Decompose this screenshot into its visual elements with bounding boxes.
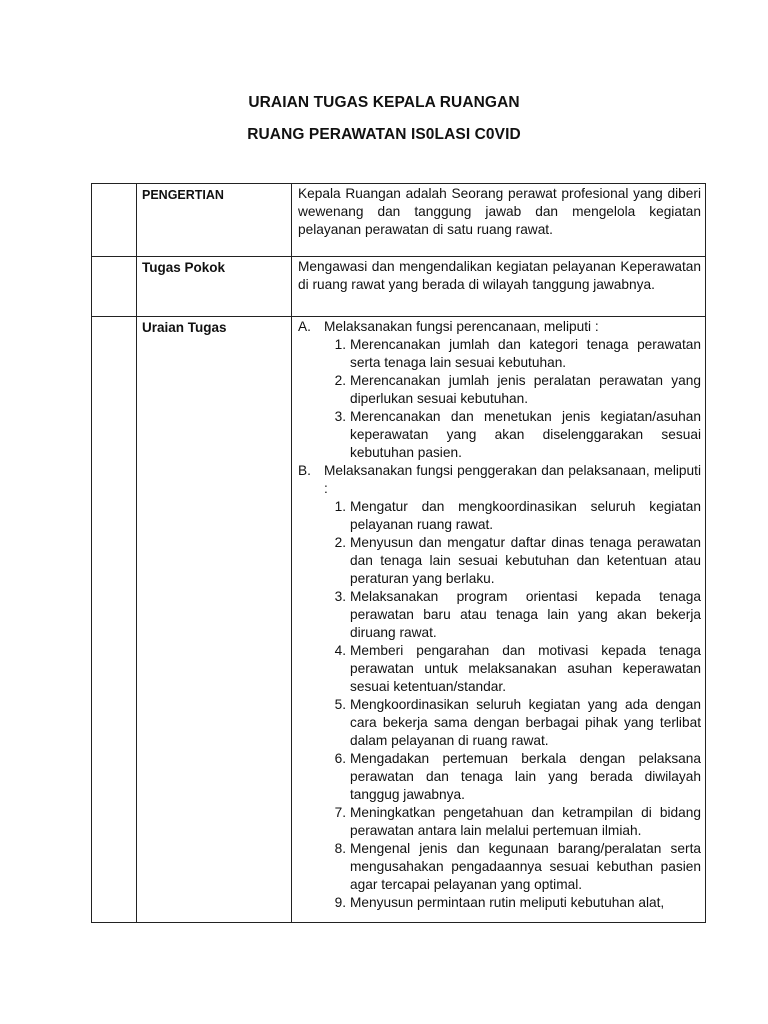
item-text: Merencanakan dan menetukan jenis kegiatan/asuhan keperawatan yang akan diselenggarakan sesuai kebutuhan pasien.: [350, 409, 701, 460]
list-item: [324, 534, 701, 588]
item-text: Merencanakan jumlah dan kategori tenaga perawatan serta tenaga lain sesuai kebutuhan.: [350, 337, 701, 370]
section-heading-text: Melaksanakan fungsi penggerakan dan pelaksanaan, meliputi :: [324, 463, 701, 496]
list-item: [324, 372, 701, 408]
empty-cell: [92, 184, 137, 257]
list-item: [324, 408, 701, 462]
item-text: Meningkatkan pengetahuan dan ketrampilan di bidang perawatan antara lain melalui pertemuan ilmiah.: [350, 805, 701, 838]
list-item: [324, 804, 701, 840]
item-text: Melaksanakan program orientasi kepada tenaga perawatan baru atau tenaga lain yang akan bekerja diruang rawat.: [350, 589, 701, 640]
duty-table: [91, 183, 706, 923]
item-text: Merencanakan jumlah jenis peralatan perawatan yang diperlukan sesuai kebutuhan.: [350, 373, 701, 406]
list-item: [324, 750, 701, 804]
section-heading: [298, 462, 701, 498]
table-row-tugas-pokok: [92, 257, 706, 317]
row-label: Uraian Tugas: [137, 317, 292, 923]
item-text: Mengkoordinasikan seluruh kegiatan yang ada dengan cara bekerja sama dengan berbagai pihak yang terlibat dalam pelayanan di ruang rawat.: [350, 697, 701, 748]
list-item: [324, 696, 701, 750]
section-letter: A.: [298, 319, 311, 334]
list-item: [324, 498, 701, 534]
item-number: 1.: [334, 499, 346, 514]
list-item: [324, 894, 701, 912]
item-text: Mengenal jenis dan kegunaan barang/peralatan serta mengusahakan pengadaannya sesuai kebuthan pasien agar tercapai pelayanan yang optimal.: [350, 841, 701, 892]
table-row-uraian-tugas: [92, 317, 706, 923]
row-label: PENGERTIAN: [137, 184, 292, 257]
item-text: Mengatur dan mengkoordinasikan seluruh kegiatan pelayanan ruang rawat.: [350, 499, 701, 532]
list-item: [324, 588, 701, 642]
list-item: [324, 336, 701, 372]
item-number: 2.: [334, 535, 346, 550]
item-number: 4.: [334, 643, 346, 658]
row-text: Mengawasi dan mengendalikan kegiatan pelayanan Keperawatan di ruang rawat yang berada di wilayah tanggung jawabnya.: [292, 257, 706, 317]
item-text: Mengadakan pertemuan berkala dengan pelaksana perawatan dan tenaga lain yang berada diwilayah tanggug jawabnya.: [350, 751, 701, 802]
section-item-list: [298, 498, 701, 912]
item-text: Menyusun dan mengatur daftar dinas tenaga perawatan dan tenaga lain sesuai kebutuhan dan ketentuan atau peraturan yang berlaku.: [350, 535, 701, 586]
empty-cell: [92, 317, 137, 923]
item-number: 9.: [334, 895, 346, 910]
item-text: Menyusun permintaan rutin meliputi kebutuhan alat,: [350, 895, 665, 910]
section-heading: [298, 318, 701, 336]
duty-sections: [298, 318, 701, 912]
section-letter: B.: [298, 463, 311, 478]
list-item: [324, 840, 701, 894]
empty-cell: [92, 257, 137, 317]
duty-list-cell: [292, 317, 706, 923]
item-number: 3.: [334, 589, 346, 604]
section-heading-text: Melaksanakan fungsi perencanaan, meliputi :: [324, 319, 599, 334]
item-number: 1.: [334, 337, 346, 352]
item-number: 7.: [334, 805, 346, 820]
item-number: 2.: [334, 373, 346, 388]
document-subtitle: RUANG PERAWATAN IS0LASI C0VID: [247, 126, 521, 143]
table-row-pengertian: [92, 184, 706, 257]
row-label: Tugas Pokok: [137, 257, 292, 317]
document-title: URAIAN TUGAS KEPALA RUANGAN: [248, 94, 520, 111]
section-item-list: [298, 336, 701, 462]
list-item: [324, 642, 701, 696]
item-text: Memberi pengarahan dan motivasi kepada tenaga perawatan untuk melaksanakan asuhan keperawatan sesuai ketentuan/standar.: [350, 643, 701, 694]
row-text: Kepala Ruangan adalah Seorang perawat profesional yang diberi wewenang dan tanggung jawab dan mengelola kegiatan pelayanan perawatan di satu ruang rawat.: [292, 184, 706, 257]
item-number: 6.: [334, 751, 346, 766]
item-number: 8.: [334, 841, 346, 856]
item-number: 3.: [334, 409, 346, 424]
item-number: 5.: [334, 697, 346, 712]
